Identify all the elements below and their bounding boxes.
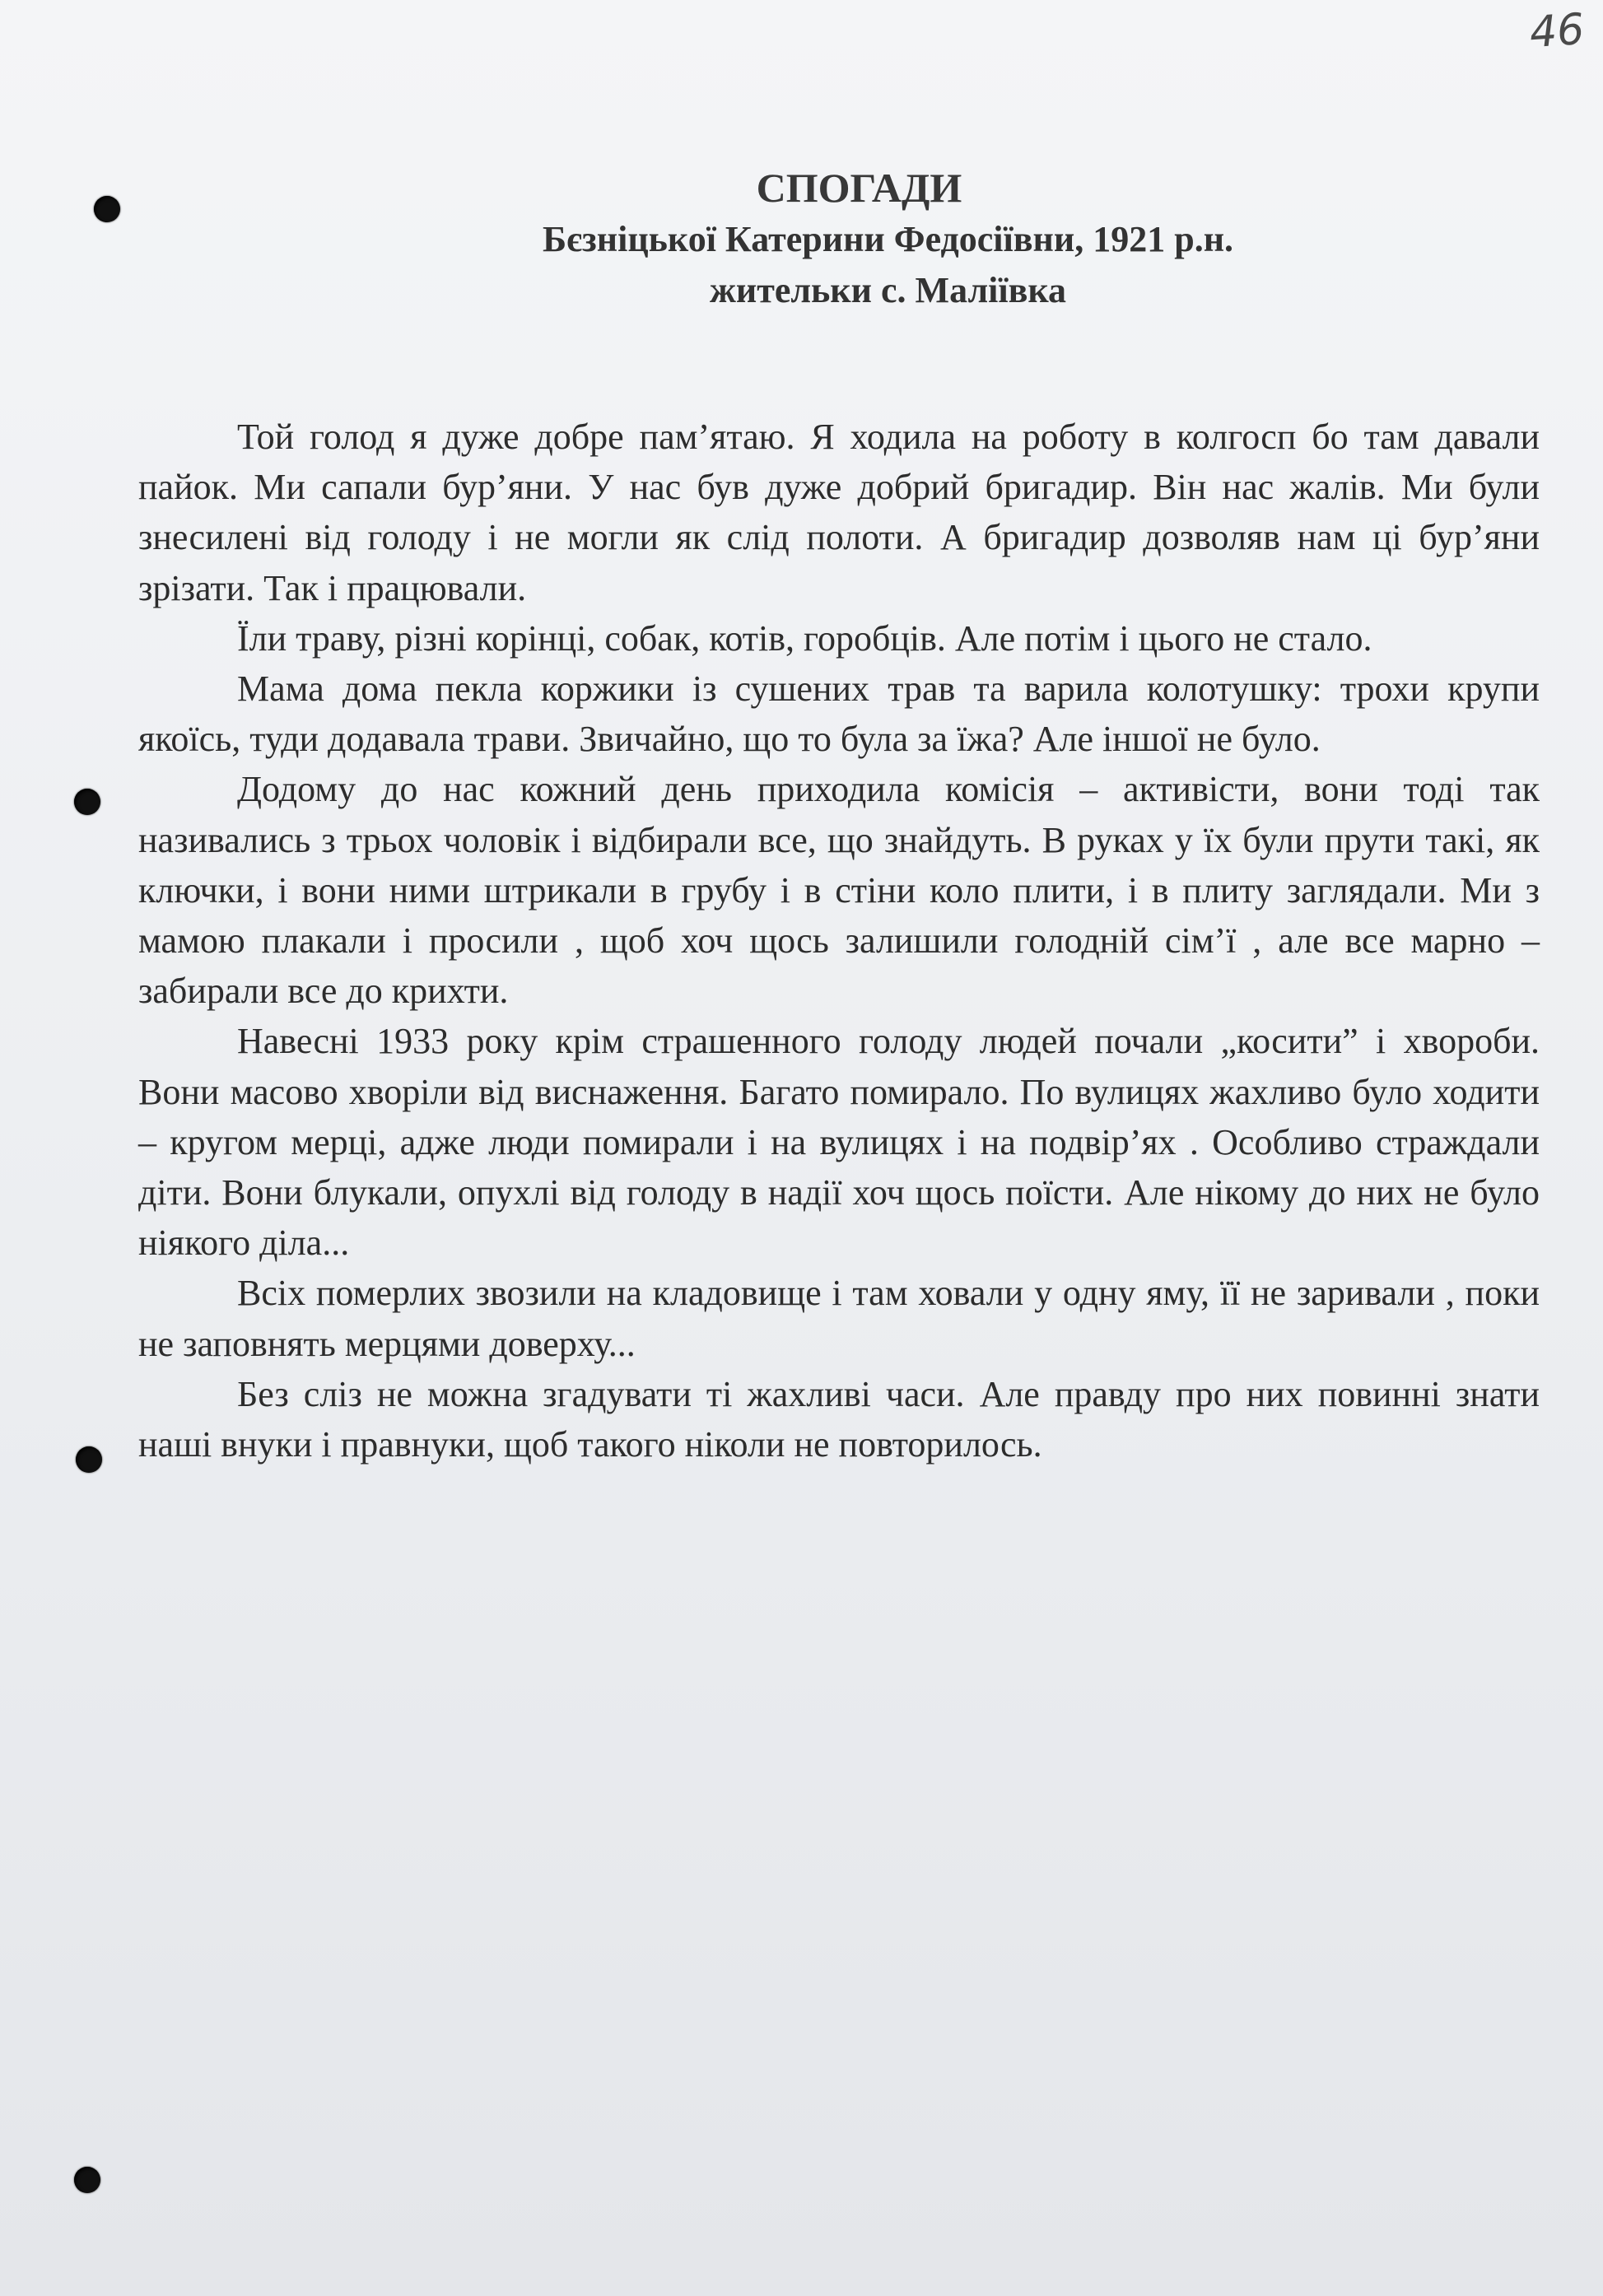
page-number: 46 [1527, 4, 1587, 58]
paragraph: Їли траву, різні корінці, собак, котів, горобців. Але потім і цього не стало. [237, 617, 1372, 659]
punch-hole [74, 789, 100, 815]
paragraph: Без сліз не можна згадувати ті жахливі часи. Але правду про них повинні знати наші внуки і правнуки, щоб такого ніколи не повторилось. [138, 1373, 1540, 1465]
paragraph: Мама дома пекла коржики із сушених трав та варила колотушку: трохи крупи якоїсь, туди додавала трави. Звичайно, що то була за їжа? Але іншої не було. [138, 668, 1540, 760]
document-body [138, 412, 1540, 1469]
document-title: СПОГАДИ [756, 165, 962, 211]
punch-hole [76, 1446, 102, 1473]
document-subtitle-author: Бєзніцької Катерини Федосіївни, 1921 р.н. [542, 219, 1234, 259]
paragraph: Всіх померлих звозили на кладовище і там ховали у одну яму, її не заривали , поки не заповнять мерцями доверху... [138, 1273, 1540, 1364]
paragraph: Той голод я дуже добре пам’ятаю. Я ходила на роботу в колгосп бо там давали пайок. Ми сапали бур’яни. У нас був дуже добрий бригадир. Він нас жалів. Ми були знесилені від голоду і не могли як слід полоти. А бригадир дозволяв нам ці бур’яни зрізати. Так і працювали. [138, 417, 1540, 608]
paragraph: Додому до нас кожний день приходила комісія – активісти, вони тоді так називались з трьох чоловік і відбирали все, що знайдуть. В руках у їх були прути такі, як ключки, і вони ними штрикали в грубу і в стіни коло плити, і в плиту заглядали. Ми з мамою плакали і просили , щоб хоч щось залишили голодній сім’ї , але все марно – забирали все до крихти. [138, 769, 1540, 1012]
document-subtitle-location: жительки с. Маліївка [709, 270, 1067, 310]
paragraph: Навесні 1933 року крім страшенного голоду людей почали „косити” і хвороби. Вони масово хворіли від виснаження. Багато помирало. По вулицях жахливо було ходити – кругом мерці, адже люди помирали і на вулицях і на подвір’ях . Особливо страждали діти. Вони блукали, опухлі від голоду в надії хоч щось поїсти. Але нікому до них не було ніякого діла... [138, 1021, 1540, 1264]
document-header [0, 161, 1603, 316]
punch-hole [74, 2167, 100, 2193]
